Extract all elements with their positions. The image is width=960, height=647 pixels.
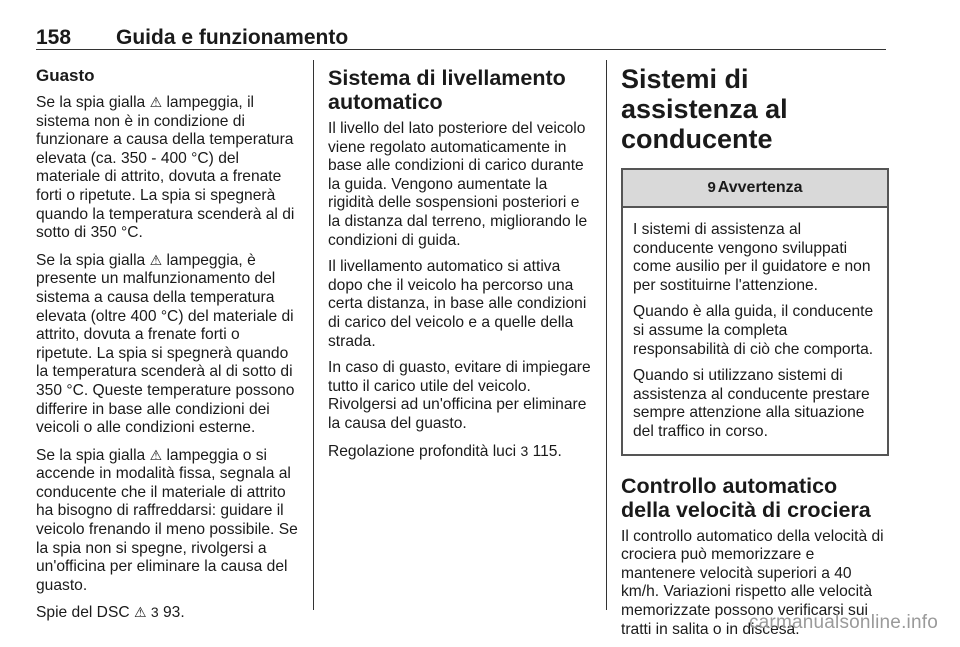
column-livellamento <box>328 60 592 469</box>
heading-livellamento: Sistema di livellamento automatico <box>328 66 566 114</box>
warning-box <box>621 168 889 456</box>
paragraph: Se la spia gialla ⚠ lampeggia o si accende in modalità fissa, segnala al conducente che il materiale di attrito ha bisogno di raffreddarsi: guidare il veicolo frenando il meno possibile. Se la spia non si spegne, rivolgersi a un'officina per eliminare la causa del guasto. <box>36 446 298 594</box>
warning-body <box>623 208 887 454</box>
warning-light-icon: ⚠ <box>149 251 163 268</box>
column-assistenza <box>621 60 889 647</box>
page-number: 158 <box>36 26 72 49</box>
page-ref-arrow-icon: 3 <box>150 604 159 621</box>
warning-light-icon: ⚠ <box>149 446 163 463</box>
column-guasto <box>36 60 298 631</box>
watermark: carmanualsonline.info <box>748 612 938 633</box>
column-divider <box>606 60 607 610</box>
dsc-reference[interactable]: Spie del DSC ⚠ 3 93. <box>36 604 185 622</box>
column-divider <box>313 60 314 610</box>
paragraph: Se la spia gialla ⚠ lampeggia, il sistema non è in condizione di funzionare a causa della temperatura elevata (ca. 350 - 400 °C) del materiale di attrito, dovuta a frenate forti o ripetute. La spia si spegnerà quando la temperatura scenderà al di sotto di 350 °C. <box>36 94 295 242</box>
paragraph: Il controllo automatico della velocità di crociera può memorizzare e mantenere velocità superiori a 40 km/h. Variazioni rispetto alle velocità memorizzate possono verificarsi sui tratti in salita o in discesa. <box>621 527 884 638</box>
heading-cruise-control: Controllo automatico della velocità di crociera <box>621 473 871 522</box>
paragraph: Il livello del lato posteriore del veicolo viene regolato automaticamente in base alle condizioni di carico durante la guida. Vengono aumentate la rigidità delle sospensioni posteriori e la distanza dal terreno, migliorando le condizioni di guida. <box>328 120 588 249</box>
headlight-reference[interactable]: Regolazione profondità luci 3 115. <box>328 442 562 460</box>
heading-guasto: Guasto <box>36 66 95 85</box>
page-ref-arrow-icon: 3 <box>520 442 529 459</box>
warning-paragraph: I sistemi di assistenza al conducente vengono sviluppati come ausilio per il guidatore e non per sostituirne l'attenzione. <box>633 221 871 294</box>
warning-paragraph: Quando è alla guida, il conducente si assume la completa responsabilità di ciò che comporta. <box>633 303 874 358</box>
header-rule <box>36 49 886 50</box>
paragraph: In caso di guasto, evitare di impiegare tutto il carico utile del veicolo. Rivolgersi ad un'officina per eliminare la causa del guasto. <box>328 359 591 432</box>
warning-icon: 9 <box>707 178 716 196</box>
warning-light-icon: ⚠ <box>149 94 163 110</box>
warning-paragraph: Quando si utilizzano sistemi di assistenza al conducente prestare sempre attenzione alla situazione del traffico in corso. <box>633 367 870 440</box>
warning-light-icon: ⚠ <box>133 604 147 621</box>
section-title: Guida e funzionamento <box>116 26 349 49</box>
heading-assistenza: Sistemi di assistenza al conducente <box>621 64 788 154</box>
paragraph: Se la spia gialla ⚠ lampeggia, è presente un malfunzionamento del sistema a causa della temperatura elevata (oltre 400 °C) del materiale di attrito, dovuta a frenate forti o ripetute. La spia si spegnerà quando la temperatura scenderà al di sotto di 350 °C. Queste temperature possono differire in base alle condizioni dei veicoli o alle condizioni esterne. <box>36 251 295 437</box>
paragraph: Il livellamento automatico si attiva dopo che il veicolo ha percorso una certa distanza, in base alle condizioni di carico del veicolo e a quelle della strada. <box>328 258 587 350</box>
warning-header <box>623 170 887 208</box>
warning-title: Avvertenza <box>717 178 803 196</box>
